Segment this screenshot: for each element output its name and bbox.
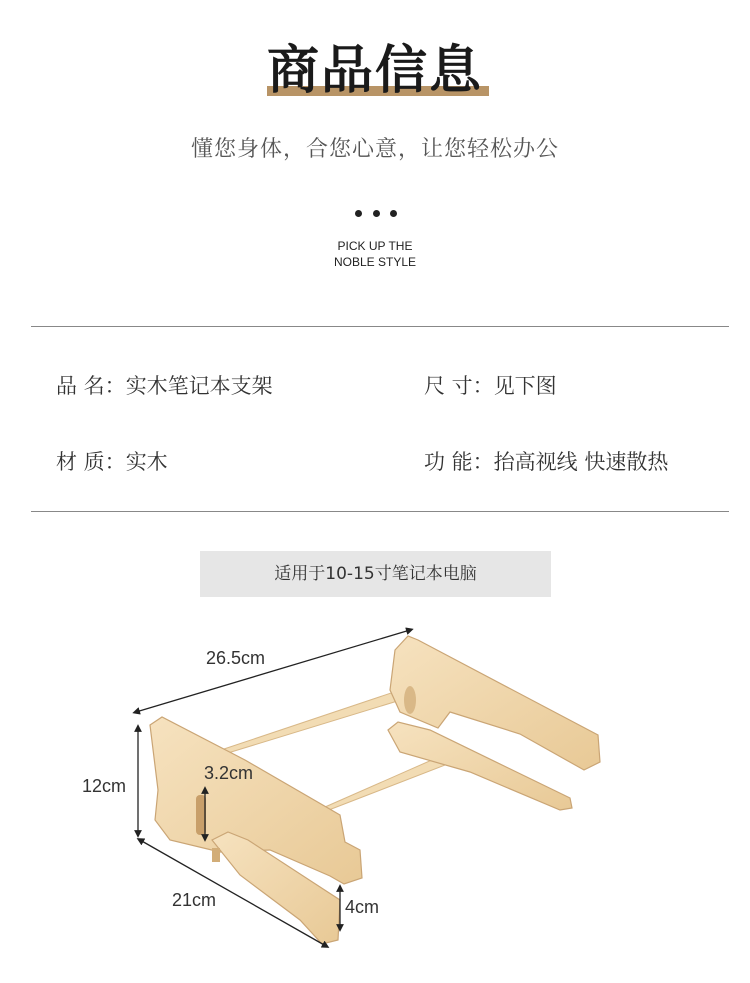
divider-bottom (31, 511, 729, 512)
slogan-line-1: PICK UP THE (337, 239, 413, 253)
divider-top (31, 326, 729, 327)
depth-label: 21cm (172, 890, 217, 910)
spec-value: 实木 (125, 450, 168, 474)
length-label: 26.5cm (206, 648, 266, 668)
spec-label: 尺 寸： (424, 374, 494, 398)
foot-label: 4cm (345, 897, 380, 917)
compatibility-badge: 适用于10-15寸笔记本电脑 (200, 551, 551, 597)
spec-value: 抬高视线 快速散热 (493, 450, 669, 474)
slogan-line-2: NOBLE STYLE (333, 255, 417, 269)
dot (355, 210, 362, 217)
length-dimension-line (136, 630, 410, 712)
spec-function (424, 446, 668, 476)
spec-value: 实木笔记本支架 (125, 374, 273, 398)
height-label: 12cm (82, 776, 127, 796)
page-title: 商品信息 (266, 41, 483, 101)
product-diagram (0, 600, 750, 983)
dot (373, 210, 380, 217)
spec-label: 品 名： (56, 374, 126, 398)
back-side-panel (388, 636, 600, 810)
slogan (0, 238, 750, 270)
spec-size (424, 370, 557, 400)
spec-label: 功 能： (424, 450, 494, 474)
title-wrap (0, 38, 750, 104)
dot (390, 210, 397, 217)
spec-label: 材 质： (56, 450, 126, 474)
page-subtitle: 懂您身体，合您心意，让您轻松办公 (190, 137, 559, 162)
spec-name (56, 370, 273, 400)
spec-value: 见下图 (493, 374, 557, 398)
ellipsis-dots-icon (355, 210, 397, 218)
spec-material (56, 446, 168, 476)
slot-label: 3.2cm (204, 763, 254, 783)
